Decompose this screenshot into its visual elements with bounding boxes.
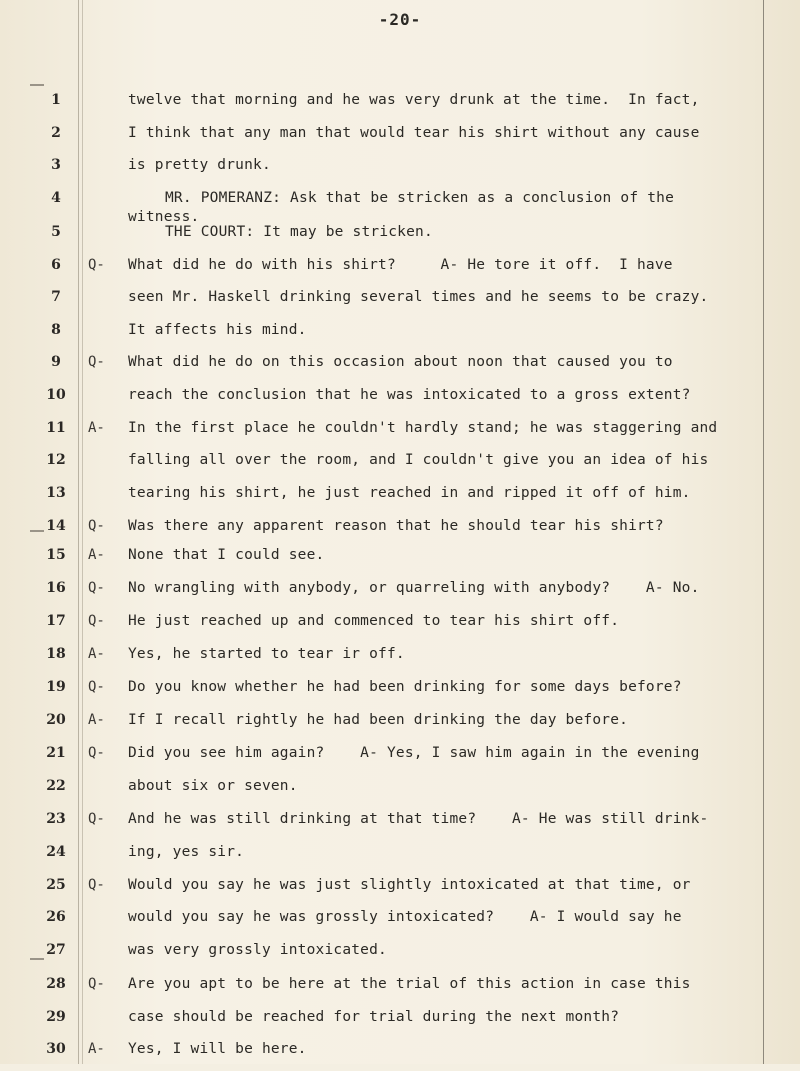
line-number: 24 [46, 844, 66, 860]
line-number: 3 [51, 157, 61, 173]
transcript-line [0, 1041, 800, 1071]
line-text: Yes, I will be here. [128, 1041, 307, 1057]
line-text: Are you apt to be here at the trial of this action in case this [128, 976, 691, 992]
line-text: tearing his shirt, he just reached in and ripped it off of him. [128, 485, 691, 501]
line-number: 20 [46, 712, 66, 728]
qa-marker: A- [88, 1041, 105, 1057]
transcript-line [0, 844, 800, 874]
line-number: 15 [46, 547, 66, 563]
line-number: 14 [46, 518, 66, 534]
transcript-line [0, 909, 800, 939]
qa-marker: Q- [88, 679, 105, 695]
qa-marker: Q- [88, 354, 105, 370]
line-number: 5 [51, 224, 61, 240]
qa-marker: Q- [88, 580, 105, 596]
transcript-line [0, 257, 800, 287]
line-number: 30 [46, 1041, 66, 1057]
line-text: If I recall rightly he had been drinking the day before. [128, 712, 629, 728]
qa-marker: Q- [88, 745, 105, 761]
line-number: 4 [51, 190, 61, 206]
line-text: ing, yes sir. [128, 844, 245, 860]
line-number: 17 [46, 613, 66, 629]
line-text: twelve that morning and he was very drunk at the time. In fact, [128, 92, 700, 108]
transcript-line [0, 289, 800, 319]
qa-marker: Q- [88, 257, 105, 273]
qa-marker: Q- [88, 877, 105, 893]
line-number: 21 [46, 745, 66, 761]
transcript-line [0, 811, 800, 841]
line-number: 16 [46, 580, 66, 596]
page-number: -20- [378, 10, 422, 29]
line-number: 28 [46, 976, 66, 992]
qa-marker: A- [88, 547, 105, 563]
line-text: case should be reached for trial during the next month? [128, 1009, 620, 1025]
margin-tick [30, 84, 44, 86]
transcript-line [0, 518, 800, 548]
transcript-line [0, 92, 800, 122]
line-text: is pretty drunk. [128, 157, 271, 173]
qa-marker: Q- [88, 613, 105, 629]
transcript-line [0, 485, 800, 515]
line-number: 22 [46, 778, 66, 794]
transcript-line [0, 387, 800, 417]
transcript-line [0, 157, 800, 187]
transcript-line [0, 942, 800, 972]
line-text: None that I could see. [128, 547, 325, 563]
line-text: would you say he was grossly intoxicated? A- I would say he [128, 909, 682, 925]
transcript-line [0, 712, 800, 742]
transcript-line [0, 679, 800, 709]
qa-marker: Q- [88, 518, 105, 534]
line-number: 27 [46, 942, 66, 958]
line-text: about six or seven. [128, 778, 298, 794]
line-text: MR. POMERANZ: Ask that be stricken as a conclusion of the [165, 190, 674, 206]
line-number: 1 [51, 92, 61, 108]
line-text: What did he do on this occasion about noon that caused you to [128, 354, 673, 370]
qa-marker: A- [88, 712, 105, 728]
line-number: 25 [46, 877, 66, 893]
transcript-line [0, 580, 800, 610]
line-text: And he was still drinking at that time? A- He was still drink- [128, 811, 709, 827]
qa-marker: A- [88, 420, 105, 436]
qa-marker: Q- [88, 976, 105, 992]
line-number: 29 [46, 1009, 66, 1025]
line-number: 7 [51, 289, 61, 305]
line-text: In the first place he couldn't hardly stand; he was staggering and [128, 420, 718, 436]
line-text: Did you see him again? A- Yes, I saw him again in the evening [128, 745, 700, 761]
line-text: Was there any apparent reason that he should tear his shirt? [128, 518, 664, 534]
line-number: 10 [46, 387, 66, 403]
line-number: 26 [46, 909, 66, 925]
line-text: witness. [128, 209, 200, 225]
line-text: Yes, he started to tear ir off. [128, 646, 405, 662]
transcript-line [0, 452, 800, 482]
transcript-line [0, 646, 800, 676]
transcript-line [0, 1009, 800, 1039]
line-text: THE COURT: It may be stricken. [165, 224, 433, 240]
transcript-line [0, 224, 800, 254]
line-text: Do you know whether he had been drinking for some days before? [128, 679, 682, 695]
transcript-line [0, 976, 800, 1006]
line-number: 12 [46, 452, 66, 468]
transcript-line [0, 877, 800, 907]
line-text: I think that any man that would tear his shirt without any cause [128, 125, 700, 141]
qa-marker: Q- [88, 811, 105, 827]
transcript-line [0, 354, 800, 384]
line-text: It affects his mind. [128, 322, 307, 338]
transcript-line [0, 778, 800, 808]
transcript-line [0, 420, 800, 450]
line-number: 18 [46, 646, 66, 662]
line-number: 19 [46, 679, 66, 695]
qa-marker: A- [88, 646, 105, 662]
transcript-line [0, 322, 800, 352]
transcript-line [0, 547, 800, 577]
line-number: 23 [46, 811, 66, 827]
line-number: 6 [51, 257, 61, 273]
line-number: 13 [46, 485, 66, 501]
line-number: 2 [51, 125, 61, 141]
line-text: What did he do with his shirt? A- He tore it off. I have [128, 257, 673, 273]
line-text: Would you say he was just slightly intoxicated at that time, or [128, 877, 691, 893]
line-number: 8 [51, 322, 61, 338]
transcript-line [0, 745, 800, 775]
line-text: falling all over the room, and I couldn't give you an idea of his [128, 452, 709, 468]
transcript-line [0, 125, 800, 155]
line-text: reach the conclusion that he was intoxicated to a gross extent? [128, 387, 691, 403]
line-text: He just reached up and commenced to tear his shirt off. [128, 613, 620, 629]
line-text: No wrangling with anybody, or quarreling with anybody? A- No. [128, 580, 700, 596]
line-text: was very grossly intoxicated. [128, 942, 387, 958]
line-number: 11 [46, 420, 66, 436]
line-text: seen Mr. Haskell drinking several times and he seems to be crazy. [128, 289, 709, 305]
line-number: 9 [51, 354, 61, 370]
transcript-line [0, 613, 800, 643]
